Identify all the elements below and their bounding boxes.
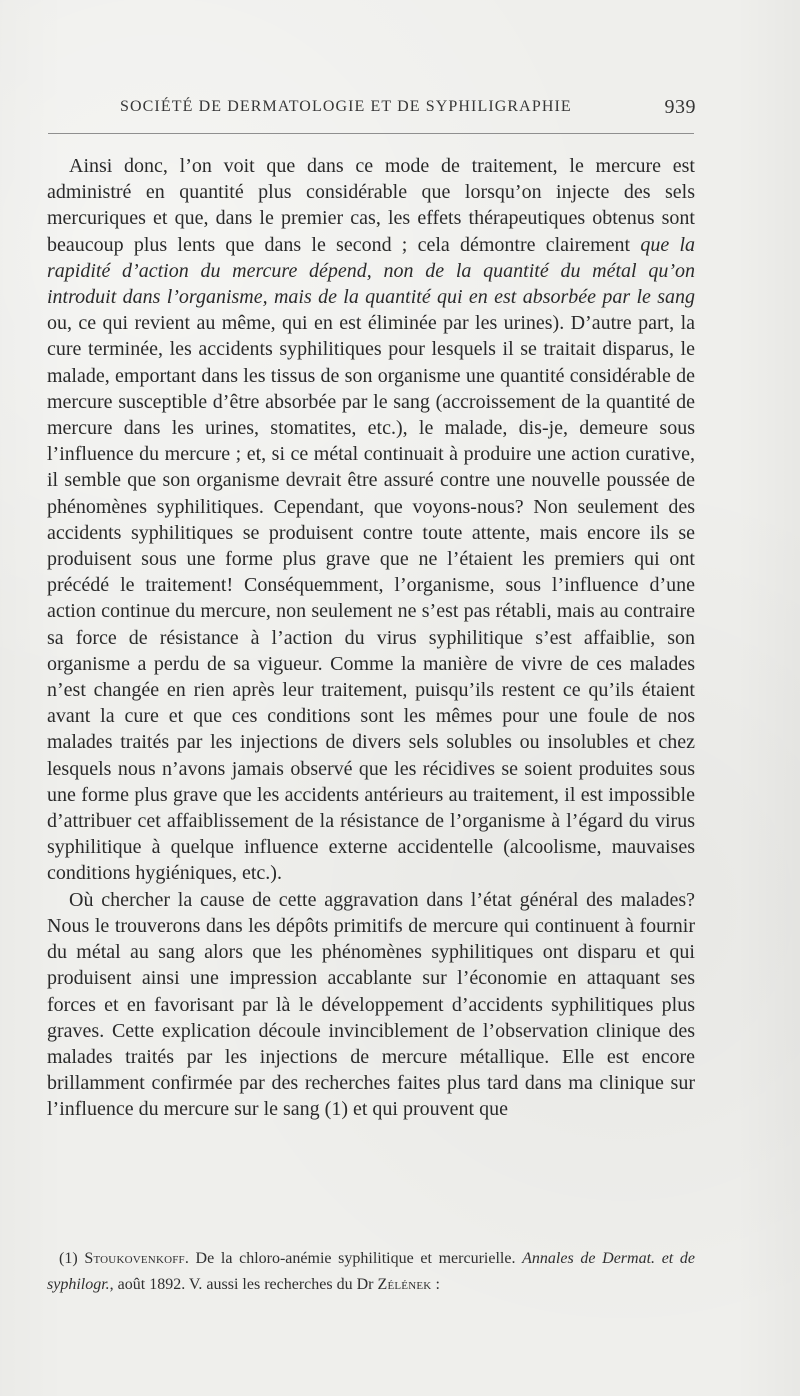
main-text xyxy=(47,153,695,1123)
footnote-paragraph xyxy=(47,1246,695,1298)
footnote-name: Zélének xyxy=(377,1276,432,1293)
paragraph-1-text-end: ou, ce qui revient au même, qui en est éliminée par les urines). D’autre part, la cure terminée, les accidents syphilitiques pour lesquels il se traitait disparus, le malade, emportant dans les tissus de son organisme une quantité considérable de mercure susceptible d’être absorbée par le sang (accroissement de la quantité de mercure dans les urines, stomatites, etc.), le malade, dis-je, demeure sous l’influence du mercure ; et, si ce métal continuait à produire une action curative, il semble que son organisme devrait être assuré contre une nouvelle poussée de phénomènes syphilitiques. Cependant, que voyons-nous? Non seulement des accidents syphilitiques se produisent contre toute attente, mais encore ils se produisent sous une forme plus grave que ne l’étaient les premiers qui ont précédé le traitement! Conséquemment, l’organisme, sous l’influence d’une action continue du mercure, non seulement ne s’est pas rétabli, mais au contraire sa force de résistance à l’action du virus syphilitique s’est affaiblie, son organisme a perdu de sa vigueur. Comme la manière de vivre de ces malades n’est changée en rien après leur traitement, puisqu’ils restent ce qu’ils étaient avant la cure et que ces conditions sont les mêmes pour une foule de nos malades traités par les injections de divers sels solubles ou insolubles et chez lesquels nous n’avons jamais observé que les récidives se soient produites sous une forme plus grave que les accidents antérieurs au traitement, il est impossible d’attribuer cet affaiblissement de la résistance de l’organisme à l’égard du virus syphilitique à quelque influence externe accidentelle (alcoolisme, mauvaises conditions hygiéniques, etc.). xyxy=(47,312,695,885)
page-number: 939 xyxy=(664,96,696,118)
header-title: SOCIÉTÉ DE DERMATOLOGIE ET DE SYPHILIGRAPHIE xyxy=(120,98,572,115)
running-header xyxy=(120,98,696,126)
paragraph-1-text-start: Ainsi donc, l’on voit que dans ce mode de traitement, le mercure est administré en quantité plus considérable que lorsqu’on injecte des sels mercuriques et que, dans le premier cas, les effets thérapeutiques obtenus sont beaucoup plus lents que dans le second ; cela démontre clairement xyxy=(47,155,695,256)
footnote-title-text: . De la chloro-anémie syphilitique et mercurielle. xyxy=(184,1250,523,1267)
footnote-marker: (1) xyxy=(59,1250,78,1267)
footnote xyxy=(47,1246,695,1298)
paragraph-1-italic-text: que la rapidité d’action du mercure dépend, non de la quantité du métal qu’on introduit dans l’organisme, mais de la quantité qui en est absorbée par le sang xyxy=(47,233,695,309)
footnote-end: : xyxy=(431,1276,440,1293)
footnote-author: Stoukovenkoff xyxy=(84,1250,185,1267)
footnote-doctor: Dr xyxy=(356,1276,374,1293)
paragraph-1 xyxy=(47,153,695,887)
paragraph-2: Où chercher la cause de cette aggravation dans l’état général des malades? Nous le trouverons dans les dépôts primitifs de mercure qui continuent à fournir du métal au sang alors que les phénomènes syphilitiques ont disparu et qui produisent ainsi une impression accablante sur l’économie en attaquant ses forces et en favorisant par là le développement d’accidents syphilitiques plus graves. Cette explication découle invinciblement de l’observation clinique des malades traités par les injections de mercure métallique. Elle est encore brillamment confirmée par des recherches faites plus tard dans ma clinique sur l’influence du mercure sur le sang (1) et qui prouvent que xyxy=(47,888,695,1121)
footnote-journal: Annales de Dermat. et de syphilogr. xyxy=(47,1250,696,1293)
footnote-date: , août 1892. V. aussi les recherches du xyxy=(109,1276,357,1293)
header-rule xyxy=(48,133,694,134)
